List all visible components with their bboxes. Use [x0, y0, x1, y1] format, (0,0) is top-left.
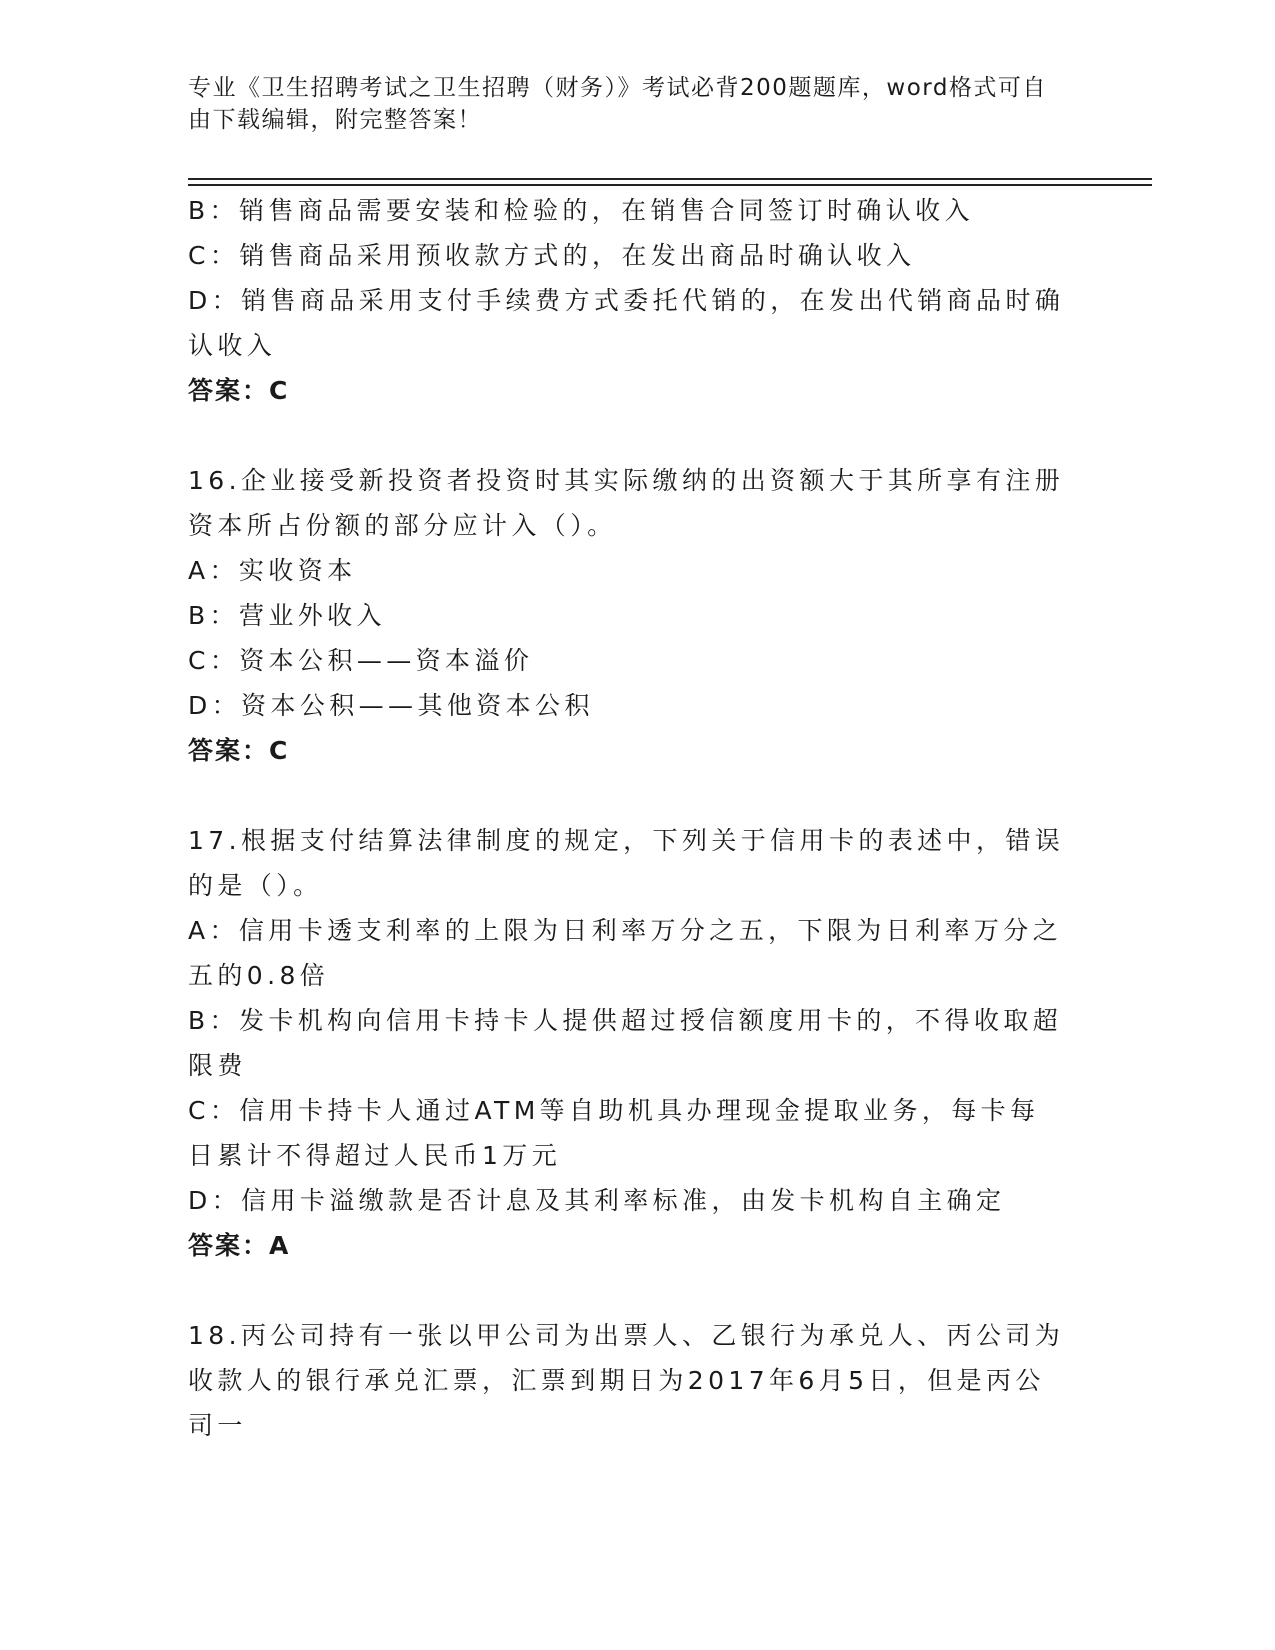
question-content — [188, 188, 1068, 1448]
q17-stem: 17.根据支付结算法律制度的规定，下列关于信用卡的表述中，错误的是（）。 — [188, 826, 1065, 900]
q15-answer: 答案：C — [188, 376, 290, 405]
q17-option-d: D：信用卡溢缴款是否计息及其利率标准，由发卡机构自主确定 — [188, 1186, 1006, 1215]
header-title: 专业《卫生招聘考试之卫生招聘（财务）》考试必背200题题库，word格式可自由下载编辑，附完整答案！ — [188, 75, 1047, 133]
spacer — [188, 1268, 1068, 1313]
header-rule-bottom — [188, 184, 1152, 186]
q16-option-c: C：资本公积——资本溢价 — [188, 646, 534, 675]
question-15 — [188, 188, 1068, 413]
header-rule-top — [188, 178, 1152, 180]
q16-option-b: B：营业外收入 — [188, 601, 386, 630]
q15-option-b: B：销售商品需要安装和检验的，在销售合同签订时确认收入 — [188, 196, 974, 225]
q16-answer: 答案：C — [188, 736, 290, 765]
spacer — [188, 773, 1068, 818]
question-18 — [188, 1313, 1068, 1448]
q15-option-d: D：销售商品采用支付手续费方式委托代销的，在发出代销商品时确认收入 — [188, 286, 1065, 360]
q17-option-a: A：信用卡透支利率的上限为日利率万分之五，下限为日利率万分之五的0.8倍 — [188, 916, 1063, 990]
spacer — [188, 413, 1068, 458]
q18-stem: 18.丙公司持有一张以甲公司为出票人、乙银行为承兑人、丙公司为收款人的银行承兑汇票，汇票到期日为2017年6月5日，但是丙公司一 — [188, 1321, 1065, 1440]
question-17 — [188, 818, 1068, 1268]
q16-option-a: A：实收资本 — [188, 556, 357, 585]
q17-option-c: C：信用卡持卡人通过ATM等自助机具办理现金提取业务，每卡每日累计不得超过人民币1万元 — [188, 1096, 1040, 1170]
page-header — [188, 72, 1068, 136]
q15-option-c: C：销售商品采用预收款方式的，在发出商品时确认收入 — [188, 241, 916, 270]
question-16 — [188, 458, 1068, 773]
q16-option-d: D：资本公积——其他资本公积 — [188, 691, 594, 720]
q17-option-b: B：发卡机构向信用卡持卡人提供超过授信额度用卡的，不得收取超限费 — [188, 1006, 1063, 1080]
q17-answer: 答案：A — [188, 1231, 291, 1260]
q16-stem: 16.企业接受新投资者投资时其实际缴纳的出资额大于其所享有注册资本所占份额的部分应计入（）。 — [188, 466, 1065, 540]
